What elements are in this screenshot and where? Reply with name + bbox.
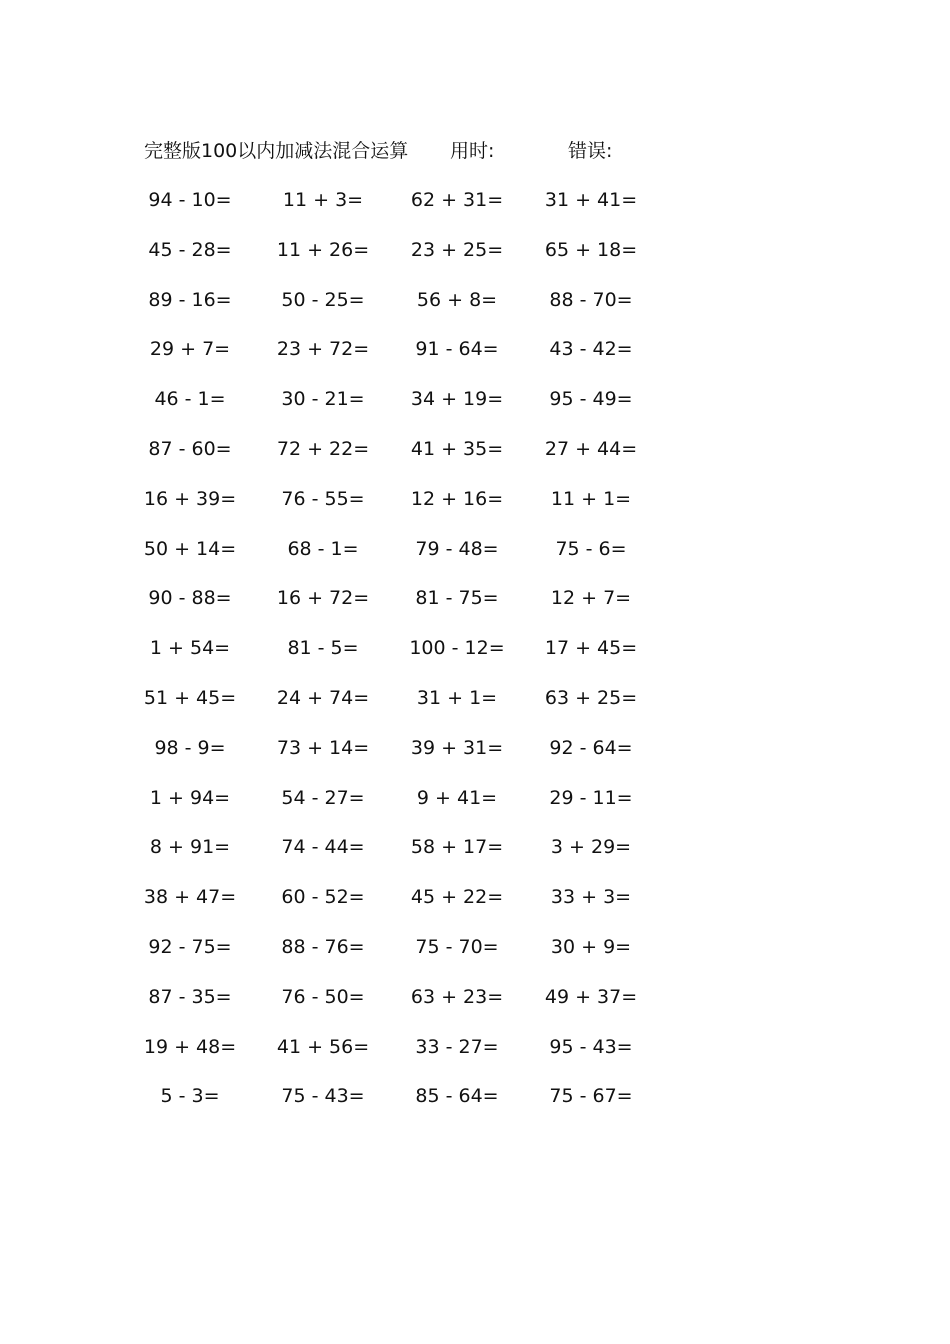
problem-item: 63 + 25=: [544, 686, 638, 709]
problem-row: [0, 585, 950, 635]
problem-item: 91 - 64=: [415, 338, 499, 361]
problem-item: 19 + 48=: [143, 1035, 237, 1058]
problem-item: 75 - 70=: [415, 935, 499, 958]
problem-item: 87 - 60=: [148, 437, 232, 460]
problem-item: 5 - 3=: [160, 1085, 220, 1108]
problem-item: 43 - 42=: [549, 338, 633, 361]
problem-item: 54 - 27=: [281, 786, 365, 809]
problem-row: [0, 785, 950, 835]
problem-item: 94 - 10=: [148, 189, 232, 211]
problem-grid: [0, 187, 950, 1133]
problem-item: 23 + 72=: [276, 338, 370, 361]
problem-item: 68 - 1=: [287, 537, 359, 560]
problem-row: [0, 187, 950, 237]
problem-item: 11 + 1=: [550, 487, 632, 510]
problem-item: 11 + 26=: [276, 238, 370, 261]
problem-item: 81 - 5=: [287, 637, 359, 660]
problem-item: 16 + 72=: [276, 587, 370, 610]
problem-item: 100 - 12=: [409, 637, 505, 660]
problem-item: 33 - 27=: [415, 1035, 499, 1058]
problem-item: 31 + 1=: [416, 686, 498, 709]
problem-item: 62 + 31=: [410, 189, 504, 211]
problem-item: 51 + 45=: [143, 686, 237, 709]
problem-item: 11 + 3=: [282, 189, 364, 211]
problem-item: 9 + 41=: [416, 786, 498, 809]
problem-item: 24 + 74=: [276, 686, 370, 709]
problem-item: 81 - 75=: [415, 587, 499, 610]
problem-item: 76 - 55=: [281, 487, 365, 510]
problem-row: [0, 735, 950, 785]
problem-item: 1 + 94=: [149, 786, 231, 809]
problem-item: 17 + 45=: [544, 637, 638, 660]
problem-row: [0, 486, 950, 536]
problem-item: 41 + 35=: [410, 437, 504, 460]
problem-row: [0, 1034, 950, 1084]
worksheet-title: 完整版100以内加减法混合运算: [144, 140, 409, 162]
problem-item: 88 - 70=: [549, 288, 633, 311]
time-label: 用时:: [450, 140, 495, 162]
problem-row: [0, 536, 950, 586]
problem-row: [0, 287, 950, 337]
problem-item: 16 + 39=: [143, 487, 237, 510]
problem-item: 95 - 43=: [549, 1035, 633, 1058]
problem-row: [0, 386, 950, 436]
problem-item: 12 + 7=: [550, 587, 632, 610]
errors-label: 错误:: [568, 140, 613, 162]
problem-item: 95 - 49=: [549, 388, 633, 411]
problem-item: 31 + 41=: [544, 189, 638, 211]
problem-item: 89 - 16=: [148, 288, 232, 311]
problem-item: 41 + 56=: [276, 1035, 370, 1058]
problem-row: [0, 884, 950, 934]
problem-row: [0, 685, 950, 735]
problem-item: 39 + 31=: [410, 736, 504, 759]
problem-item: 8 + 91=: [149, 836, 231, 859]
problem-item: 90 - 88=: [148, 587, 232, 610]
problem-item: 34 + 19=: [410, 388, 504, 411]
worksheet-header: [0, 138, 950, 164]
problem-item: 60 - 52=: [281, 886, 365, 909]
problem-item: 30 - 21=: [281, 388, 365, 411]
problem-item: 33 + 3=: [550, 886, 632, 909]
problem-row: [0, 984, 950, 1034]
problem-item: 49 + 37=: [544, 985, 638, 1008]
problem-item: 45 + 22=: [410, 886, 504, 909]
problem-item: 46 - 1=: [154, 388, 226, 411]
problem-item: 73 + 14=: [276, 736, 370, 759]
problem-item: 27 + 44=: [544, 437, 638, 460]
problem-item: 12 + 16=: [410, 487, 504, 510]
problem-item: 79 - 48=: [415, 537, 499, 560]
problem-row: [0, 336, 950, 386]
problem-row: [0, 635, 950, 685]
problem-item: 65 + 18=: [544, 238, 638, 261]
problem-item: 98 - 9=: [154, 736, 226, 759]
problem-row: [0, 1083, 950, 1133]
problem-item: 75 - 6=: [555, 537, 627, 560]
problem-item: 75 - 67=: [549, 1085, 633, 1108]
problem-item: 38 + 47=: [143, 886, 237, 909]
problem-item: 92 - 75=: [148, 935, 232, 958]
problem-item: 3 + 29=: [550, 836, 632, 859]
problem-row: [0, 436, 950, 486]
problem-item: 45 - 28=: [148, 238, 232, 261]
problem-item: 92 - 64=: [549, 736, 633, 759]
problem-item: 87 - 35=: [148, 985, 232, 1008]
problem-item: 29 - 11=: [549, 786, 633, 809]
problem-item: 1 + 54=: [149, 637, 231, 660]
problem-item: 85 - 64=: [415, 1085, 499, 1108]
problem-item: 58 + 17=: [410, 836, 504, 859]
problem-item: 30 + 9=: [550, 935, 632, 958]
problem-item: 72 + 22=: [276, 437, 370, 460]
problem-item: 29 + 7=: [149, 338, 231, 361]
problem-item: 50 - 25=: [281, 288, 365, 311]
problem-row: [0, 834, 950, 884]
problem-item: 76 - 50=: [281, 985, 365, 1008]
problem-item: 88 - 76=: [281, 935, 365, 958]
problem-row: [0, 237, 950, 287]
problem-item: 63 + 23=: [410, 985, 504, 1008]
problem-row: [0, 934, 950, 984]
problem-item: 74 - 44=: [281, 836, 365, 859]
problem-item: 50 + 14=: [143, 537, 237, 560]
problem-item: 23 + 25=: [410, 238, 504, 261]
problem-item: 56 + 8=: [416, 288, 498, 311]
problem-item: 75 - 43=: [281, 1085, 365, 1108]
